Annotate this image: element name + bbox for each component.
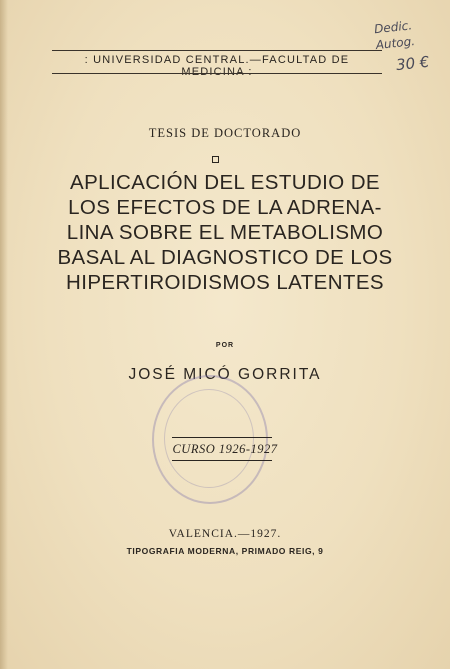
- title-line: HIPERTIROIDISMOS LATENTES: [66, 271, 384, 294]
- handwritten-note-line1: Dedic.: [373, 18, 413, 37]
- header-rule-bottom: [52, 73, 382, 74]
- thesis-label: TESIS DE DOCTORADO: [148, 126, 302, 140]
- handwritten-note-line2: Autog.: [375, 34, 416, 53]
- author-name: JOSÉ MICÓ GORRITA: [128, 366, 322, 383]
- title-line: BASAL AL DIAGNOSTICO DE LOS: [57, 246, 393, 269]
- institution-header: : UNIVERSIDAD CENTRAL.—FACULTAD DE MEDICINA :: [84, 54, 350, 78]
- by-label: POR: [215, 342, 235, 349]
- library-stamp-inner-ring: [164, 389, 254, 488]
- course-rule-top: [172, 437, 272, 438]
- academic-course: CURSO 1926-1927: [172, 442, 278, 456]
- header-rule-top: [52, 50, 382, 51]
- title-line: LINA SOBRE EL METABOLISMO: [66, 221, 384, 244]
- title-line: APLICACIÓN DEL ESTUDIO DE: [70, 171, 380, 194]
- thesis-title: [40, 170, 410, 295]
- city-year: VALENCIA.—1927.: [168, 528, 282, 540]
- handwritten-annotation: [373, 15, 438, 75]
- handwritten-price: 30 €: [395, 52, 431, 75]
- printer-imprint: TIPOGRAFIA MODERNA, PRIMADO REIG, 9: [126, 546, 324, 556]
- page-edge-shadow: [0, 0, 8, 669]
- course-rule-bottom: [172, 460, 272, 461]
- square-ornament-icon: [212, 156, 219, 163]
- title-line: LOS EFECTOS DE LA ADRENA-: [68, 196, 382, 219]
